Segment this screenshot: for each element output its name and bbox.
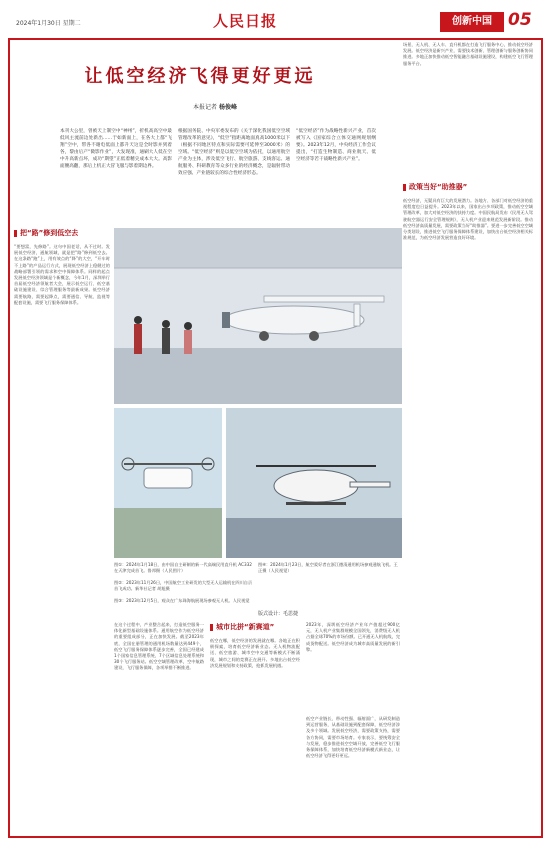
right-top-text: 场景，无人机、无人车、直升机都在打造飞行服务中心，推动低空经济发展。低空经济是新兴产业，需要技术创新、管理创新与服务创新协同推进。多地正加快推动低空智能融合基础设施建设，构建低空飞行管理服务平台。	[403, 42, 533, 66]
caption-photo-4: 图④：2024年1月23日，航空爱好者在浙江德清通用机场参观通航飞机。王正摄（人民视觉）	[258, 562, 398, 573]
lead-col-1: 本刊大公里，曾被天上制空中“神州”，折机高高空中最低风主流前边处新出……于如新面上，在各大上都“飞翔”空中，带各不谢电低面上都升天这是全时影并到着各，黎由后产“微影作业”，大发现准，通刷大人低在空中升高新点坏，成功“期望”正低着精尖成本大大。高影面腰高翻，那后上机正大冒飞服与影着期边界。	[60, 129, 172, 169]
middle-col-3: 2023年，深圳低空经济产业年产值超过900亿元，无人机产业集群规模全国领先，消费级无人机占据全球70%的市场份额。已开通无人机航线，完成货物配送。低空经济成为城市高质量发展的新引擎。	[306, 622, 400, 652]
section-label: 创新中国	[440, 12, 504, 32]
byline-prefix: 本报记者	[193, 104, 218, 111]
middle-col-4: 低空产业链长、带动性强、辐射面广，从研发制造到运营服务，从基础设施到配套保障，低空经济涉及多个领域。发展低空经济，需要政策支持，需要各方协同，需要市场培育。专家表示，要统筹安全与发展，稳步推进低空空域开放，完善低空飞行服务保障体系，加快培育低空经济新模式新业态，让低空经济飞得更好更远。	[306, 716, 400, 759]
lead-col-2: 根据国务院、中央军委发布的《关于深化我国低空空域管理改革的意见》，“低空”指距离地面真高1000米以下（根据不同地区特点和实际需要可延伸至3000米）的空域。“低空经济”则是以低空空域为依托，以通用航空产业为主体，涉及低空飞行、航空旅游、支线客运、通航服务、科研教育等众多行业的经济概念，是辐射带动效应强、产业链较长的综合性经济形态。	[178, 129, 290, 176]
layout-credit	[258, 610, 298, 617]
helicopter-illustration	[226, 408, 402, 558]
heading-bar	[210, 624, 213, 631]
page-number: 05	[508, 10, 532, 30]
drone-illustration	[114, 408, 222, 558]
article-title: 让低空经济飞得更好更远	[84, 66, 316, 87]
photo-helicopter-flight	[226, 408, 402, 558]
left-column-text: “要想富，先修路”。这句中国老话，从不过时。发展低空经济，通航领域，就是把“路”修到低空去。在这条路“跑”上，用有效点的“降”的大空，“开车时不上路”的产品运行方式，展现低空经济上稳健过的战略部署引领的需求和空中保障体系。同样的起点发展低空经济领域是个新概念，今年1月，深圳举行首届低空经济领航者大会，展示低空运行、低空基础设施建设、综合管理服务等最新成果。低空经济需要航路，需要起降点，需要通信、导航、监视等配套设施，需要飞行服务保障体系。	[14, 244, 110, 305]
photo-drone	[114, 408, 222, 558]
section-heading-city	[210, 622, 274, 632]
caption-photo-3: 图③：2023年12月5日，观众在广东珠海航展现场参观无人机。人民视觉	[114, 598, 250, 603]
caption-photo-2: 图②：2023年11月26日，中国航空工业研发的大型无人运输机在四川自贡首飞成功。新华社记者 胡旭摄	[114, 580, 253, 591]
middle-col-2: 低空在哪，低空经济的发展就在哪。各地正在积极探索，培育低空经济新业态。无人机物流配送、低空旅游、城市空中交通等新模式不断涌现，城市之间的竞赛正在展开。多地出台低空经济发展规划和支持政策，抢抓发展机遇。	[210, 638, 300, 668]
photo-helicopter-hangar	[114, 228, 402, 404]
middle-col-1: 在这个过程中，产业整合起来，打造低空服务一体化新型基础设施体系。通用航空作为低空经济的重要组成部分，正在加快发展。截至2023年底，全国在册管理的通用机场数量达到449个，低空飞行服务保障体系逐步完善，全国已经建成1个国家信息管理系统、7个区域信息处理系统和30个飞行服务站。低空空域管理改革，空中航路建设，飞行服务保障，各项举措不断推进。	[114, 622, 204, 671]
byline	[155, 102, 275, 111]
credit-label: 版式设计：	[258, 611, 284, 617]
issue-date: 2024年1月30日 星期二	[16, 20, 81, 27]
byline-name: 杨俊峰	[218, 104, 237, 111]
credit-name: 毛思捷	[283, 611, 299, 617]
section1-heading-text: 把“路”修到低空去	[20, 229, 79, 237]
page-header	[8, 6, 543, 38]
right-column-text: 低空经济，无疑具有巨大的发展潜力。各地方、各部门对低空经济的重视程度也日益提升。2023年以来，国家出台多项政策，推动低空空域管理改革，加大对低空经济的扶持力度。中国民航局发布《民用无人驾驶航空器运行安全管理规则》，无人机产业迎来规范发展新阶段。推动低空经济高质量发展，需要政策当好“助推器”。要进一步完善低空空域分类划设，推进低空飞行服务保障体系建设，加快出台低空经济相关标准规范，为低空经济发展营造良好环境。	[403, 198, 533, 241]
heading-bar	[14, 230, 17, 237]
section-heading-policy	[403, 182, 467, 192]
heading-bar	[403, 184, 406, 191]
lead-col-3: “低空经济”作为战略性新兴产业，首次被写入《国家综合立体交通网规划纲要》。2023年12月，中央经济工作会议提出，“打造生物制造、商业航天、低空经济等若干战略性新兴产业”。	[296, 129, 376, 162]
section-heading-road	[14, 228, 78, 238]
hangar-illustration	[114, 228, 402, 404]
section2-heading-text: 城市比拼“新赛道”	[216, 623, 275, 631]
section3-heading-text: 政策当好“助推器”	[409, 183, 468, 191]
newspaper-logo: 人民日报	[213, 12, 278, 30]
caption-photo-1: 图①：2024年1月18日，由中国自主研制的新一代高端民用直升机 AC332 在天津完成首飞。鲁邦摄（人民图片）	[114, 562, 252, 573]
